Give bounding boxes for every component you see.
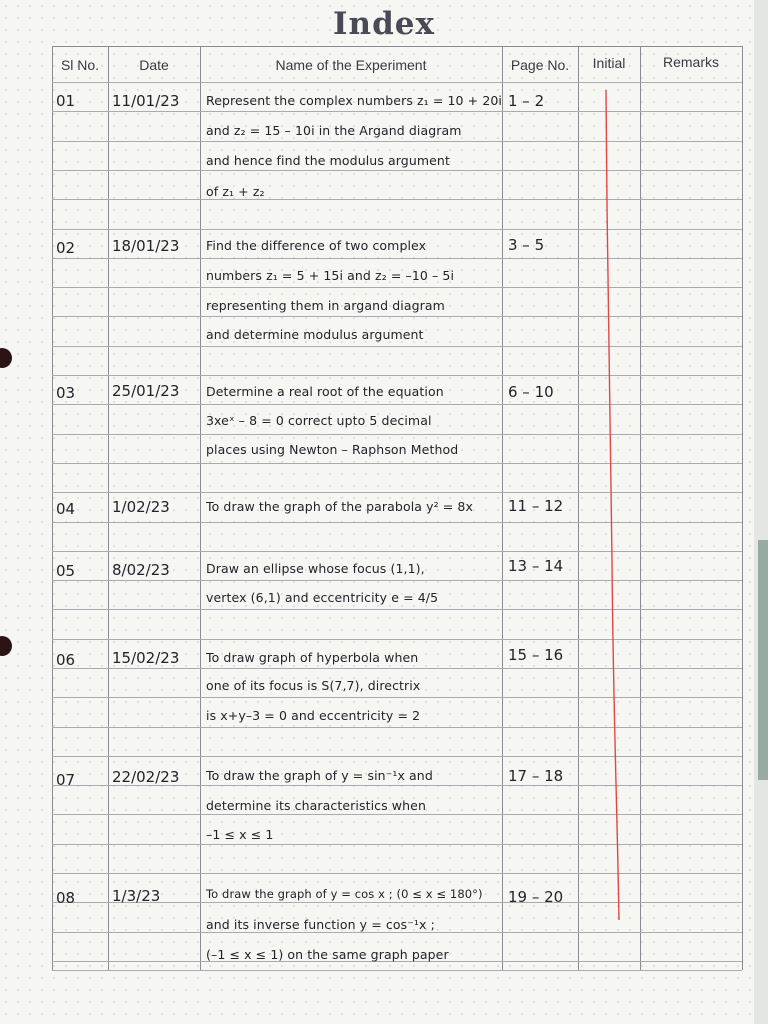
row-page-no: 17 – 18 bbox=[508, 767, 564, 785]
row-sl-no: 01 bbox=[56, 92, 76, 110]
row-date: 11/01/23 bbox=[112, 92, 180, 110]
row-date: 8/02/23 bbox=[112, 561, 170, 579]
row-line: and hence find the modulus argument bbox=[206, 153, 450, 168]
row-page-no: 3 – 5 bbox=[508, 236, 545, 254]
row-page-no: 19 – 20 bbox=[508, 888, 564, 906]
page-title: Index bbox=[333, 6, 435, 42]
row-date: 15/02/23 bbox=[112, 649, 180, 667]
row-sl-no: 08 bbox=[56, 889, 76, 907]
row-page-no: 15 – 16 bbox=[508, 646, 564, 664]
row-date: 1/3/23 bbox=[112, 887, 161, 905]
row-line: and z₂ = 15 – 10i in the Argand diagram bbox=[206, 123, 462, 138]
row-line: To draw graph of hyperbola when bbox=[206, 650, 419, 665]
row-line: (–1 ≤ x ≤ 1) on the same graph paper bbox=[206, 947, 449, 962]
row-date: 18/01/23 bbox=[112, 237, 180, 255]
row-line: Determine a real root of the equation bbox=[206, 384, 444, 399]
row-line: Find the difference of two complex bbox=[206, 238, 427, 253]
row-line: places using Newton – Raphson Method bbox=[206, 442, 459, 457]
row-line: and determine modulus argument bbox=[206, 327, 424, 342]
row-line: one of its focus is S(7,7), directrix bbox=[206, 678, 421, 693]
header-name: Name of the Experiment bbox=[275, 57, 427, 73]
row-line: To draw the graph of the parabola y² = 8x bbox=[206, 499, 473, 514]
row-page-no: 13 – 14 bbox=[508, 557, 564, 575]
header-page-no: Page No. bbox=[510, 57, 570, 73]
row-sl-no: 02 bbox=[56, 239, 76, 257]
row-sl-no: 06 bbox=[56, 651, 76, 669]
row-line: Represent the complex numbers z₁ = 10 + 20i bbox=[206, 93, 503, 108]
row-page-no: 11 – 12 bbox=[508, 497, 564, 515]
row-sl-no: 03 bbox=[56, 384, 76, 402]
header-remarks: Remarks bbox=[662, 54, 719, 70]
row-line: To draw the graph of y = cos x ; (0 ≤ x ≤ 180°) bbox=[206, 887, 483, 901]
row-date: 25/01/23 bbox=[112, 382, 180, 400]
row-line: –1 ≤ x ≤ 1 bbox=[206, 827, 274, 842]
row-line: and its inverse function y = cos⁻¹x ; bbox=[206, 917, 435, 932]
row-line: 3xeˣ – 8 = 0 correct upto 5 decimal bbox=[206, 413, 432, 428]
row-page-no: 6 – 10 bbox=[508, 383, 554, 401]
row-line: determine its characteristics when bbox=[206, 798, 426, 813]
row-line: numbers z₁ = 5 + 15i and z₂ = –10 – 5i bbox=[206, 268, 455, 283]
row-line: To draw the graph of y = sin⁻¹x and bbox=[206, 768, 433, 783]
row-page-no: 1 – 2 bbox=[508, 92, 545, 110]
row-line: of z₁ + z₂ bbox=[206, 184, 265, 199]
row-date: 1/02/23 bbox=[112, 498, 170, 516]
row-line: representing them in argand diagram bbox=[206, 298, 445, 313]
row-date: 22/02/23 bbox=[112, 768, 180, 786]
header-sl-no: Sl No. bbox=[60, 57, 100, 73]
row-sl-no: 07 bbox=[56, 771, 76, 789]
row-line: vertex (6,1) and eccentricity e = 4/5 bbox=[206, 590, 439, 605]
row-sl-no: 04 bbox=[56, 500, 76, 518]
header-initial: Initial bbox=[592, 55, 626, 71]
row-line: is x+y–3 = 0 and eccentricity = 2 bbox=[206, 708, 421, 723]
header-date: Date bbox=[139, 57, 169, 73]
row-line: Draw an ellipse whose focus (1,1), bbox=[206, 561, 425, 576]
row-sl-no: 05 bbox=[56, 562, 76, 580]
